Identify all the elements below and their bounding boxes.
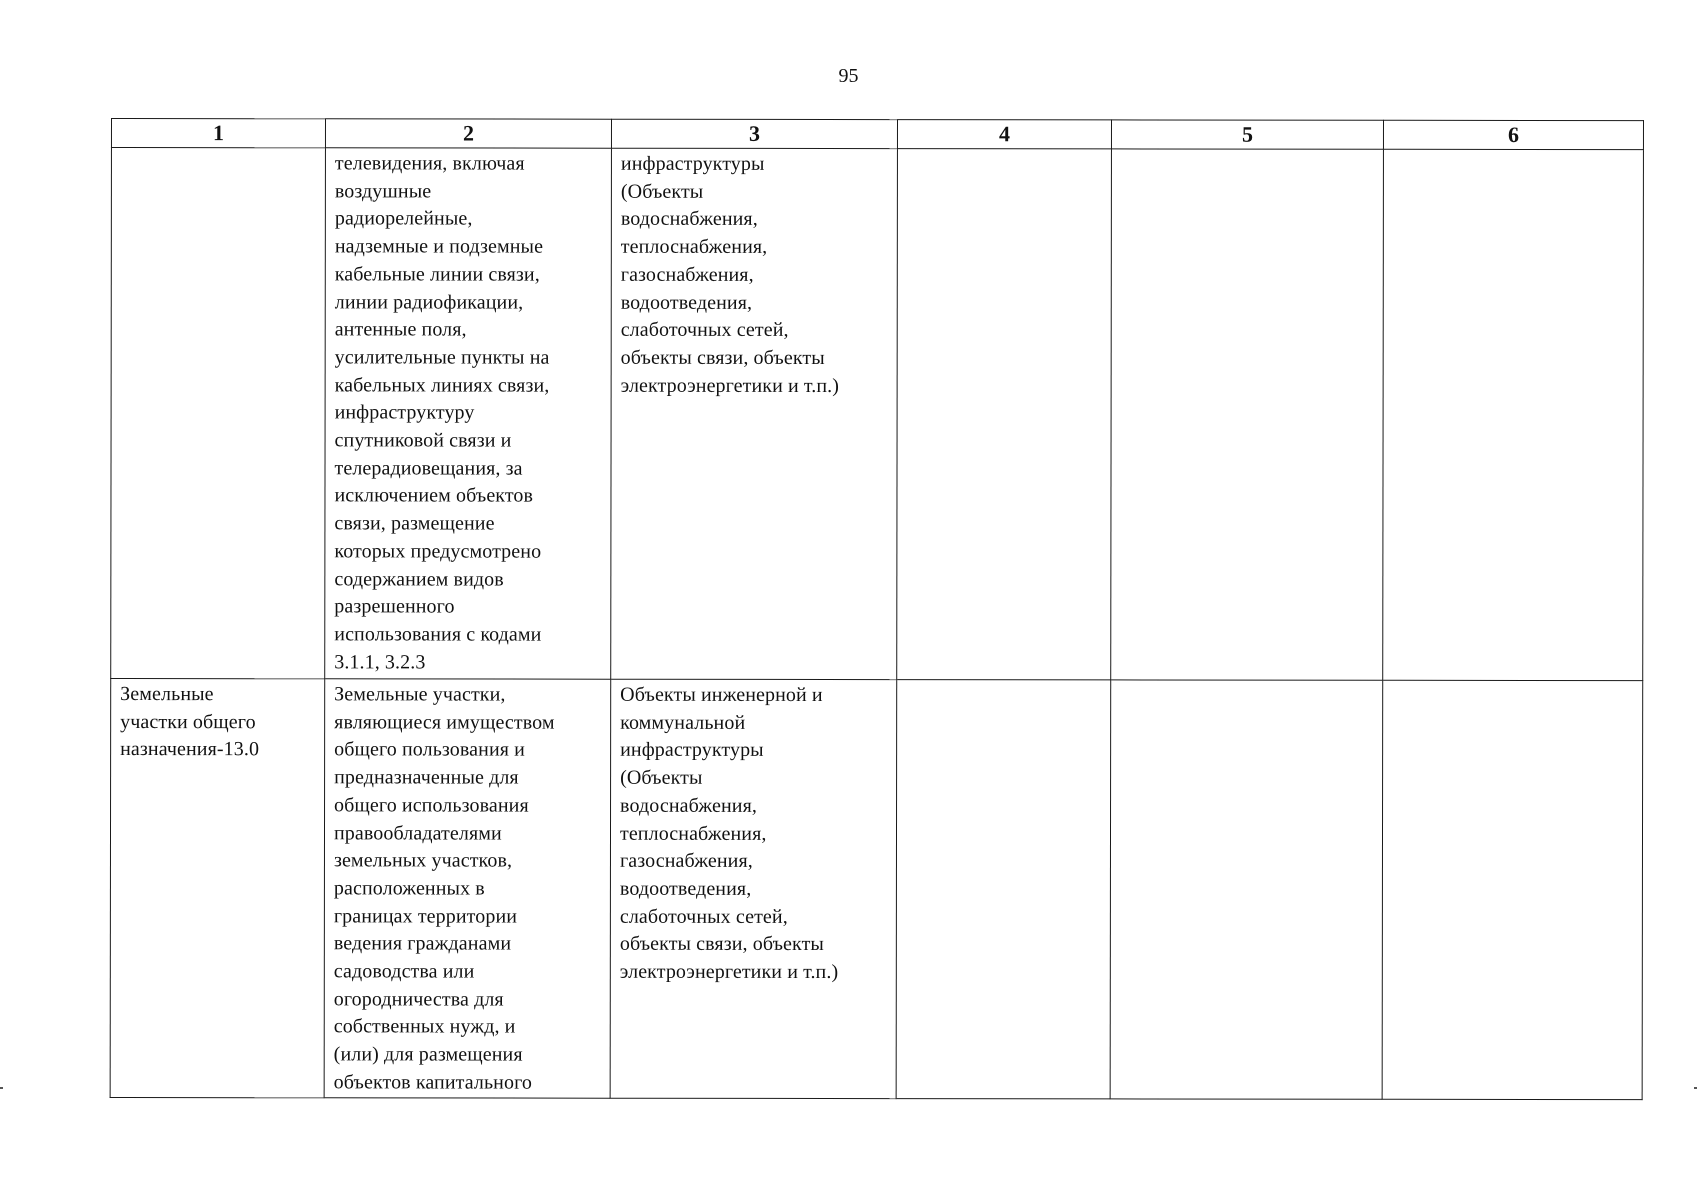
table-row bbox=[110, 679, 1643, 1100]
cell-text bbox=[1111, 680, 1382, 682]
table-cell bbox=[1110, 680, 1383, 1099]
cell-text: Земельные участки, являющиеся имуществом общего пользования и предназначенные для общего использования правообладателями земельных участков, расположенных в границах территории ведения гражданами садоводства или огородничества для собственных нужд, и (или) для размещения объектов капитального bbox=[333, 683, 555, 1094]
cell-text bbox=[898, 149, 1111, 151]
table-header-row bbox=[111, 119, 1643, 150]
column-header-3: 3 bbox=[611, 119, 897, 148]
table-cell bbox=[896, 680, 1111, 1099]
page-number: 95 bbox=[838, 65, 859, 87]
regulations-table bbox=[110, 118, 1644, 1100]
cell-text: телевидения, включая воздушные радиорелейные, надземные и подземные кабельные линии связи, линии радиофикации, антенные поля, усилительные пункты на кабельных линиях связи, инфраструктуру спутниковой связи и телерадиовещания, за исключением объектов связи, размещение которых предусмотрено содержанием видов разрешенного использования с кодами 3.1.1, 3.2.3 bbox=[334, 152, 550, 674]
column-header-4: 4 bbox=[897, 120, 1111, 149]
table-cell bbox=[111, 148, 326, 679]
cell-text bbox=[1384, 150, 1643, 152]
column-header-5: 5 bbox=[1111, 120, 1383, 149]
table-cell bbox=[1382, 680, 1643, 1099]
cell-text: инфраструктуры (Объекты водоснабжения, теплоснабжения, газоснабжения, водоотведения, слаботочных сетей, объекты связи, объекты электроэнергетики и т.п.) bbox=[620, 152, 840, 397]
cell-text bbox=[1112, 149, 1383, 151]
cell-text bbox=[897, 680, 1110, 682]
table-cell bbox=[325, 148, 612, 679]
table-cell bbox=[1111, 149, 1384, 680]
cell-text: Земельные участки общего назначения-13.0 bbox=[120, 683, 260, 761]
table-row bbox=[111, 148, 1644, 681]
table-cell bbox=[324, 679, 611, 1098]
column-header-2: 2 bbox=[325, 119, 611, 148]
column-header-6: 6 bbox=[1383, 120, 1643, 149]
cell-text bbox=[1383, 681, 1642, 683]
table-cell bbox=[610, 679, 897, 1098]
cell-text bbox=[112, 148, 325, 150]
table-cell bbox=[110, 679, 325, 1098]
table-cell bbox=[897, 149, 1112, 680]
column-header-1: 1 bbox=[111, 119, 325, 148]
table-cell bbox=[1383, 149, 1644, 680]
table-cell bbox=[611, 148, 898, 679]
cell-text: Объекты инженерной и коммунальной инфраструктуры (Объекты водоснабжения, теплоснабжения, газоснабжения, водоотведения, слаботочных сетей, объекты связи, объекты электроэнергетики и т.п.) bbox=[619, 683, 839, 984]
scan-edge-mark-left bbox=[0, 1087, 3, 1089]
